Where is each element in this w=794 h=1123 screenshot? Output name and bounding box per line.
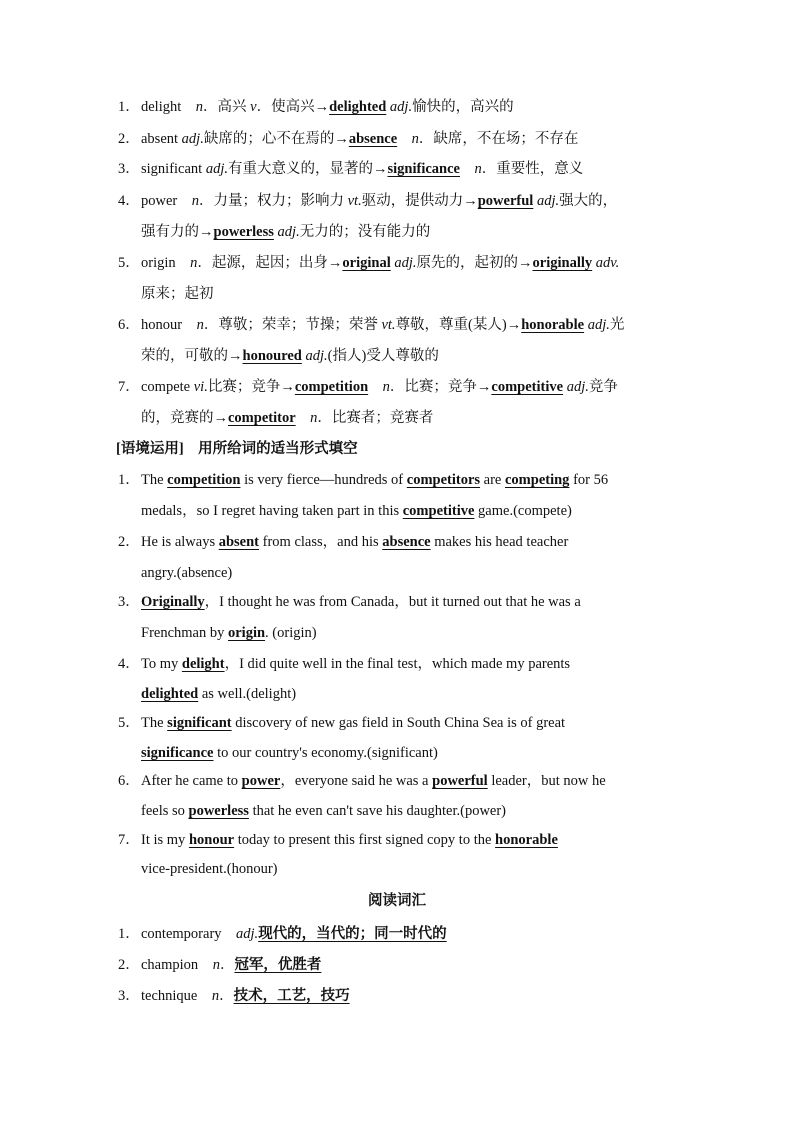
text-segment: ．尊敬；荣幸；节操；荣誉 (203, 317, 382, 333)
vocab-item-line (0, 157, 794, 181)
section-heading: [语境运用] 用所给词的适当形式填空 (116, 441, 358, 457)
text-segment: 的，竞赛的→ (141, 410, 228, 426)
text-segment: After he came to (141, 773, 242, 789)
text-segment: 尊敬，尊重(某人)→ (395, 317, 522, 333)
text-segment: ．使高兴→ (256, 99, 330, 115)
line-text (141, 682, 296, 706)
text-segment: 荣的，可敬的→ (141, 348, 243, 364)
vocab-item-line (0, 189, 794, 213)
item-number: 5． (118, 715, 140, 731)
text-segment: ．比赛者；竞赛者 (317, 410, 434, 426)
answer-text: delight (181, 656, 225, 672)
text-segment: origin (141, 255, 191, 271)
exercise-item-line (0, 652, 794, 676)
text-segment (368, 379, 383, 395)
text-segment: n (212, 957, 220, 973)
vocab-item-line (0, 251, 794, 275)
text-segment: vt. (381, 317, 396, 333)
reading-vocab-heading: 阅读词汇 (368, 893, 426, 909)
vocab-item-line (0, 375, 794, 399)
text-segment: . (origin) (265, 625, 317, 641)
text-segment: n (211, 988, 220, 1004)
line-text (141, 652, 570, 676)
text-segment: 光 (609, 317, 625, 333)
answer-text: origin (227, 625, 266, 641)
exercise-item-line (0, 468, 794, 492)
line-text (141, 251, 619, 275)
item-number: 7． (118, 832, 140, 848)
text-segment: 强大的， (559, 193, 618, 209)
text-segment: 驱动，提供动力→ (361, 193, 478, 209)
answer-text: significance (387, 161, 460, 177)
answer-text: competitor (228, 410, 296, 426)
item-number: 3． (118, 988, 140, 1004)
line-text (141, 984, 350, 1008)
text-segment: adj. (566, 379, 589, 395)
text-segment: adj. (305, 348, 328, 364)
text-segment: adj. (181, 131, 204, 147)
line-text (141, 799, 506, 823)
text-segment: ，everyone said he was a (280, 773, 433, 789)
text-segment: technique (141, 988, 212, 1004)
text-segment: makes his head teacher (430, 534, 569, 550)
text-segment: 强有力的→ (141, 224, 214, 240)
line-text (141, 344, 439, 368)
text-segment: from class，and his (259, 534, 383, 550)
answer-text: significant (167, 715, 232, 731)
text-segment: ．重要性，意义 (481, 161, 584, 177)
answer-text: power (241, 773, 281, 789)
vocab-item-line (0, 406, 794, 430)
line-text (141, 621, 317, 645)
answer-text: honour (188, 832, 235, 848)
text-segment: n (195, 99, 204, 115)
vocab-item-line (0, 313, 794, 337)
text-segment: feels so (141, 803, 189, 819)
text-segment: today to present this first signed copy to the (234, 832, 496, 848)
answer-text: absence (348, 131, 398, 147)
text-segment: compete (141, 379, 194, 395)
reading-item-line (0, 953, 794, 977)
line-text (141, 189, 617, 213)
text-segment: are (480, 472, 505, 488)
item-number: 6． (118, 317, 140, 333)
text-segment: contemporary (141, 926, 237, 942)
item-number: 6． (118, 773, 140, 789)
item-number: 1． (118, 926, 140, 942)
text-segment: ．起源，起因；出身→ (197, 255, 343, 271)
text-segment: absent (141, 131, 182, 147)
line-text (141, 282, 214, 306)
reading-item-line (0, 984, 794, 1008)
text-segment: ．力量；权力；影响力 (199, 193, 348, 209)
answer-text: competing (505, 472, 570, 488)
text-segment: 比赛；竞争→ (207, 379, 295, 395)
text-segment: leader，but now he (487, 773, 606, 789)
answer-text: honorable (495, 832, 558, 848)
vocab-item-line (0, 95, 794, 119)
text-segment: vi. (193, 379, 208, 395)
answer-text: absence (382, 534, 431, 550)
text-segment: medals，so I regret having taken part in this (141, 503, 403, 519)
text-segment (296, 410, 311, 426)
exercise-item-line (0, 711, 794, 735)
text-segment: ． (219, 988, 234, 1004)
item-number: 1． (118, 472, 140, 488)
text-segment: n (474, 161, 482, 177)
exercise-item-line (0, 857, 794, 881)
answer-text: 冠军，优胜者 (234, 957, 322, 973)
exercise-item-line (0, 590, 794, 614)
text-segment: is very fierce—hundreds of (240, 472, 407, 488)
answer-text: original (342, 255, 391, 271)
line-text (141, 530, 568, 554)
item-number: 4． (118, 193, 140, 209)
answer-text: competitive (491, 379, 564, 395)
answer-text: Originally (141, 594, 205, 610)
answer-text: powerless (213, 224, 274, 240)
text-segment: adj. (205, 161, 228, 177)
vocab-item-line (0, 282, 794, 306)
text-segment: n (191, 193, 199, 209)
exercise-item-line (0, 621, 794, 645)
answer-text: powerless (188, 803, 249, 819)
text-segment: power (141, 193, 192, 209)
text-segment: discovery of new gas field in South China Sea is of great (231, 715, 566, 731)
answer-text: delighted (329, 99, 387, 115)
answer-text: 现代的，当代的；同一时代的 (258, 926, 447, 942)
text-segment: v (250, 99, 257, 115)
item-number: 3． (118, 161, 140, 177)
item-number: 3． (118, 594, 140, 610)
line-text (141, 406, 433, 430)
text-segment: adj. (277, 224, 300, 240)
text-segment: 无力的；没有能力的 (299, 224, 431, 240)
line-text (141, 127, 578, 151)
line-text (141, 711, 565, 735)
text-segment: n (411, 131, 419, 147)
text-segment: 愉快的，高兴的 (412, 99, 514, 115)
line-text (141, 220, 430, 244)
text-segment: ．高兴 (203, 99, 251, 115)
text-segment (460, 161, 475, 177)
answer-text: competition (167, 472, 241, 488)
answer-text: competition (294, 379, 369, 395)
text-segment: angry.(absence) (141, 565, 233, 581)
text-segment: It is my (141, 832, 189, 848)
item-number: 2． (118, 957, 140, 973)
line-text (141, 499, 572, 523)
line-text (141, 561, 232, 585)
text-segment (397, 131, 412, 147)
line-text (141, 95, 514, 119)
text-segment: to our country's economy.(significant) (213, 745, 438, 761)
answer-text: absent (218, 534, 260, 550)
vocab-item-line (0, 220, 794, 244)
text-segment: 竞争 (588, 379, 618, 395)
answer-text: delighted (141, 686, 199, 702)
answer-text: competitors (406, 472, 481, 488)
text-segment: adj. (536, 193, 560, 209)
exercise-item-line (0, 828, 794, 852)
line-text (141, 857, 278, 881)
text-segment: for 56 (569, 472, 609, 488)
item-number: 7． (118, 379, 140, 395)
text-segment: He is always (141, 534, 219, 550)
text-segment: significant (141, 161, 206, 177)
text-segment: ，I thought he was from Canada，but it turned out that he was a (204, 594, 581, 610)
answer-text: 技术，工艺，技巧 (233, 988, 350, 1004)
exercise-item-line (0, 769, 794, 793)
text-segment: ．比赛；竞争→ (389, 379, 492, 395)
text-segment: adj. (389, 99, 413, 115)
line-text (141, 157, 583, 181)
answer-text: originally (532, 255, 593, 271)
text-segment: vt. (347, 193, 362, 209)
exercise-item-line (0, 741, 794, 765)
reading-item-line (0, 922, 794, 946)
item-number: 2． (118, 131, 140, 147)
answer-text: powerful (477, 193, 534, 209)
text-segment: n (196, 317, 204, 333)
answer-text: significance (141, 745, 214, 761)
text-segment: ，I did quite well in the final test，which made my parents (224, 656, 571, 672)
text-segment: adj. (394, 255, 417, 271)
vocab-item-line (0, 127, 794, 151)
line-text (141, 590, 581, 614)
text-segment: n (382, 379, 390, 395)
text-segment: adj. (587, 317, 610, 333)
line-text (141, 468, 608, 492)
text-segment: that he even can't save his daughter.(power) (248, 803, 507, 819)
item-number: 4． (118, 656, 140, 672)
exercise-item-line (0, 530, 794, 554)
text-segment: ．缺席，不在场；不存在 (418, 131, 579, 147)
text-segment: To my (141, 656, 182, 672)
line-text (141, 828, 558, 852)
line-text (141, 313, 624, 337)
line-text (141, 953, 321, 977)
text-segment: n (310, 410, 318, 426)
exercise-item-line (0, 561, 794, 585)
exercise-item-line (0, 799, 794, 823)
text-segment: 有重大意义的，显著的→ (228, 161, 388, 177)
item-number: 5． (118, 255, 140, 271)
item-number: 2． (118, 534, 140, 550)
line-text (141, 375, 618, 399)
answer-text: honoured (242, 348, 302, 364)
exercise-item-line (0, 682, 794, 706)
text-segment: ． (219, 957, 235, 973)
text-segment: adj. (236, 926, 259, 942)
text-segment: vice-president.(honour) (141, 861, 278, 877)
line-text (141, 922, 447, 946)
line-text (141, 741, 438, 765)
line-text (141, 769, 606, 793)
exercise-item-line (0, 499, 794, 523)
text-segment: delight (141, 99, 196, 115)
text-segment: 原先的，起初的→ (416, 255, 533, 271)
text-segment: 缺席的；心不在焉的→ (203, 131, 349, 147)
answer-text: competitive (402, 503, 475, 519)
text-segment: The (141, 715, 168, 731)
text-segment: adv. (595, 255, 620, 271)
text-segment: honour (141, 317, 197, 333)
text-segment: Frenchman by (141, 625, 228, 641)
text-segment: game.(compete) (474, 503, 572, 519)
text-segment: The (141, 472, 168, 488)
text-segment: n (190, 255, 198, 271)
text-segment: as well.(delight) (198, 686, 297, 702)
vocab-item-line (0, 344, 794, 368)
text-segment: champion (141, 957, 213, 973)
answer-text: honorable (521, 317, 585, 333)
text-segment: (指人)受人尊敬的 (327, 348, 439, 364)
text-segment: 原来；起初 (141, 286, 214, 302)
answer-text: powerful (432, 773, 488, 789)
item-number: 1． (118, 99, 140, 115)
